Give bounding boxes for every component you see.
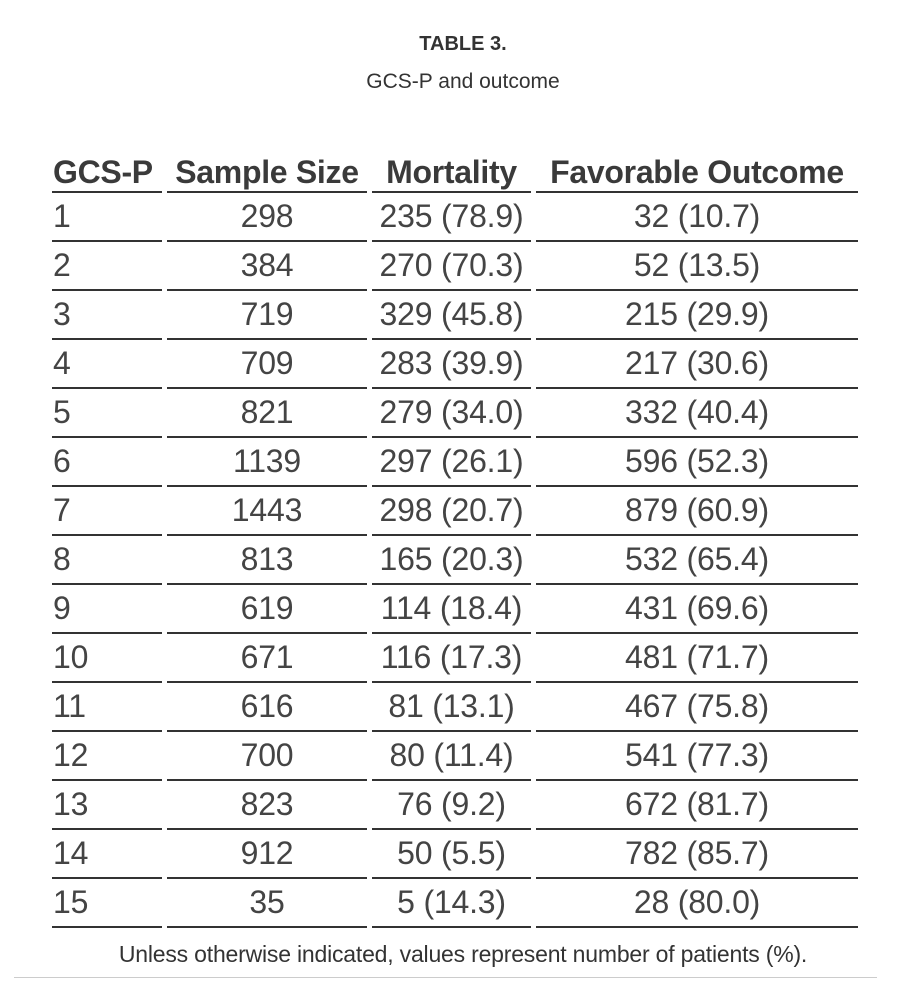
cell-favorable-outcome: 52 (13.5)	[536, 242, 858, 291]
cell-gcs-p: 15	[52, 879, 162, 928]
header-favorable-outcome: Favorable Outcome	[536, 142, 858, 193]
cell-sample-size: 1139	[167, 438, 367, 487]
cell-gcs-p: 7	[52, 487, 162, 536]
cell-gcs-p: 8	[52, 536, 162, 585]
cell-favorable-outcome: 467 (75.8)	[536, 683, 858, 732]
cell-favorable-outcome: 217 (30.6)	[536, 340, 858, 389]
table-row	[52, 634, 858, 683]
cell-mortality: 76 (9.2)	[372, 781, 531, 830]
cell-gcs-p: 4	[52, 340, 162, 389]
cell-mortality: 283 (39.9)	[372, 340, 531, 389]
table-header-row	[52, 142, 858, 193]
table-row	[52, 536, 858, 585]
cell-sample-size: 35	[167, 879, 367, 928]
table-row	[52, 585, 858, 634]
cell-favorable-outcome: 541 (77.3)	[536, 732, 858, 781]
table-title: TABLE 3.	[419, 33, 507, 55]
cell-gcs-p: 12	[52, 732, 162, 781]
table-row	[52, 242, 858, 291]
cell-mortality: 329 (45.8)	[372, 291, 531, 340]
cell-favorable-outcome: 215 (29.9)	[536, 291, 858, 340]
cell-favorable-outcome: 596 (52.3)	[536, 438, 858, 487]
cell-gcs-p: 1	[52, 193, 162, 242]
cell-mortality: 298 (20.7)	[372, 487, 531, 536]
cell-mortality: 297 (26.1)	[372, 438, 531, 487]
table-row	[52, 193, 858, 242]
outcome-table	[47, 142, 863, 928]
cell-favorable-outcome: 28 (80.0)	[536, 879, 858, 928]
cell-favorable-outcome: 672 (81.7)	[536, 781, 858, 830]
cell-mortality: 235 (78.9)	[372, 193, 531, 242]
table-row	[52, 830, 858, 879]
cell-gcs-p: 11	[52, 683, 162, 732]
cell-sample-size: 1443	[167, 487, 367, 536]
cell-favorable-outcome: 782 (85.7)	[536, 830, 858, 879]
cell-sample-size: 298	[167, 193, 367, 242]
cell-mortality: 81 (13.1)	[372, 683, 531, 732]
cell-mortality: 5 (14.3)	[372, 879, 531, 928]
table-body	[52, 193, 858, 928]
cell-mortality: 50 (5.5)	[372, 830, 531, 879]
table-subtitle: GCS-P and outcome	[366, 70, 560, 93]
cell-sample-size: 709	[167, 340, 367, 389]
header-mortality: Mortality	[372, 142, 531, 193]
cell-mortality: 114 (18.4)	[372, 585, 531, 634]
cell-favorable-outcome: 879 (60.9)	[536, 487, 858, 536]
cell-sample-size: 671	[167, 634, 367, 683]
bottom-divider	[14, 977, 877, 978]
table-row	[52, 291, 858, 340]
table-row	[52, 438, 858, 487]
table-footnote: Unless otherwise indicated, values represent number of patients (%).	[118, 941, 808, 967]
cell-favorable-outcome: 481 (71.7)	[536, 634, 858, 683]
table-row	[52, 879, 858, 928]
cell-mortality: 279 (34.0)	[372, 389, 531, 438]
cell-favorable-outcome: 431 (69.6)	[536, 585, 858, 634]
cell-favorable-outcome: 332 (40.4)	[536, 389, 858, 438]
cell-favorable-outcome: 32 (10.7)	[536, 193, 858, 242]
cell-gcs-p: 13	[52, 781, 162, 830]
cell-sample-size: 823	[167, 781, 367, 830]
cell-mortality: 165 (20.3)	[372, 536, 531, 585]
cell-sample-size: 619	[167, 585, 367, 634]
header-sample-size: Sample Size	[167, 142, 367, 193]
table-row	[52, 389, 858, 438]
header-gcs-p: GCS-P	[52, 142, 162, 193]
cell-mortality: 80 (11.4)	[372, 732, 531, 781]
cell-gcs-p: 9	[52, 585, 162, 634]
table-row	[52, 340, 858, 389]
cell-sample-size: 700	[167, 732, 367, 781]
cell-sample-size: 719	[167, 291, 367, 340]
cell-gcs-p: 10	[52, 634, 162, 683]
table-row	[52, 487, 858, 536]
cell-sample-size: 912	[167, 830, 367, 879]
cell-gcs-p: 6	[52, 438, 162, 487]
cell-gcs-p: 2	[52, 242, 162, 291]
cell-gcs-p: 3	[52, 291, 162, 340]
cell-sample-size: 813	[167, 536, 367, 585]
table-row	[52, 732, 858, 781]
cell-gcs-p: 5	[52, 389, 162, 438]
cell-sample-size: 616	[167, 683, 367, 732]
table-row	[52, 683, 858, 732]
table-row	[52, 781, 858, 830]
cell-mortality: 270 (70.3)	[372, 242, 531, 291]
cell-sample-size: 821	[167, 389, 367, 438]
cell-favorable-outcome: 532 (65.4)	[536, 536, 858, 585]
cell-mortality: 116 (17.3)	[372, 634, 531, 683]
cell-sample-size: 384	[167, 242, 367, 291]
cell-gcs-p: 14	[52, 830, 162, 879]
